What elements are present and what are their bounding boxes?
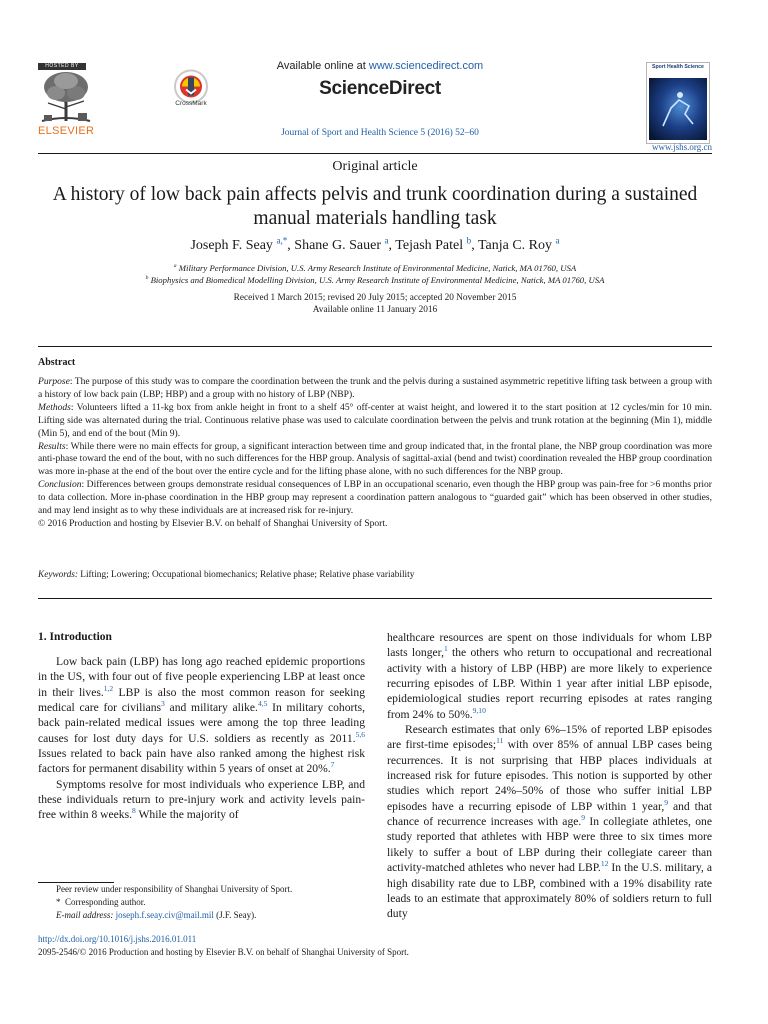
email-link[interactable]: joseph.f.seay.civ@mail.mil xyxy=(115,910,214,920)
citation-marker[interactable]: 1,2 xyxy=(103,683,114,693)
email-suffix: (J.F. Seay). xyxy=(216,910,257,920)
sciencedirect-link[interactable]: www.sciencedirect.com xyxy=(368,60,484,72)
section-heading-introduction: 1. Introduction xyxy=(38,631,112,643)
keywords-label: Keywords: xyxy=(38,570,78,580)
author-affiliation-mark[interactable]: a,* xyxy=(276,235,288,246)
keywords-text: Lifting; Lowering; Occupational biomechanics; Relative phase; Relative phase variability xyxy=(80,570,415,580)
abstract-section-text: Volunteers lifted a 11-kg box from ankle height in front to a shelf 45° off-center at waist height, and lowered it to the start position at 12 cycles/min for 10 min. Lifting side was alternated during the trial. Continuous relative phase was used to calculate coordination between the pelvis and trunk rotation at the beginning (Min 1), middle (Min 5), and end of the bout (Min 9). xyxy=(38,401,712,439)
citation-marker[interactable]: 4,5 xyxy=(257,699,268,709)
affiliation-text: Biophysics and Biomedical Modelling Division, U.S. Army Research Institute of Environmental Medicine, Natick, MA 01760, USA xyxy=(150,275,605,285)
journal-url-link[interactable]: www.jshs.org.cn xyxy=(652,142,712,152)
citation-marker[interactable]: 9,10 xyxy=(472,705,486,715)
body-paragraph: Low back pain (LBP) has long ago reached epidemic proportions in the US, with four out of five people experiencing LBP at least once in their lives.$^{1,2}$ LBP is also the most common reason for seeking medical care for civilians$^3$ and military alike.$^{4,5}$ In military cohorts, back pain-related medical issues were among the top three leading causes for lost duty days for U.S. soldiers as recently as 2011.$^{5,6}$ Issues related to back pain have also ranked among the highest risk factors for permanent disability within 5 years of onset at 20%.$^7$ xyxy=(38,655,365,776)
abstract-bottom-divider xyxy=(38,598,712,599)
peer-review-note: Peer review under responsibility of Shanghai University of Sport. xyxy=(56,884,293,894)
body-paragraph: Research estimates that only 6%–15% of reported LBP episodes are first-time episodes;$^{11}$ with over 85% of annual LBP cases being recurrences. It is not surprising that HBP places individuals at increased risk for future episodes. This notion is supported by other studies which report 24%–50% of those who suffer initial LBP episodes have a recurring episode of LBP within 1 year,$^9$ and that chance of recurrence increases with age.$^9$ In collegiate athletes, one study reported that athletes with HBP were three to six times more likely to suffer a bout of LBP during their collegiate career than activity-matched athletes who never had LBP.$^{12}$ In the U.S. military, a high disability rate due to LBP, combined with a 19% disability rate leads to an estimate that approximately 80% of soldiers return to full duty xyxy=(387,723,712,921)
citation-marker[interactable]: 3 xyxy=(161,699,165,709)
header-divider xyxy=(38,153,712,154)
abstract-copyright: © 2016 Production and hosting by Elsevier B.V. on behalf of Shanghai University of Sport. xyxy=(38,517,388,529)
citation-marker[interactable]: 8 xyxy=(132,806,136,816)
abstract-section-text: Differences between groups demonstrate residual consequences of LBP in an occupational scenario, even though the HBP group was pain-free for >6 months prior to data collection. More in-phase coordination in the HBP group may represent a coordination pattern analogous to “guarded gait” which has been observed in other studies, and may lend insight as to why these individuals are at increased risk for re-injury. xyxy=(38,479,712,517)
body-paragraph: healthcare resources are spent on those individuals for whom LBP lasts longer,$^1$ the others who return to occupational and recreational activity with a history of LBP (HBP) are more likely to experience recurring episodes of LBP. Within 1 year after initial LBP episode, epidemiological studies report recurring episodes at rates ranging from 24% to 50%.$^{9,10}$ xyxy=(387,631,712,721)
abstract-section-label: Results xyxy=(38,440,66,452)
article-type: Original article xyxy=(332,159,418,174)
sciencedirect-wordmark: ScienceDirect xyxy=(319,78,441,99)
footnotes xyxy=(38,883,365,922)
citation-marker[interactable]: 7 xyxy=(330,760,335,770)
author-name: Shane G. Sauer xyxy=(294,238,385,253)
citation-marker[interactable]: 12 xyxy=(600,859,609,869)
abstract-results: Results: While there were no main effects for group, a significant interaction between time and group indicated that, in the frontal plane, the NBP group coordination was more anti-phase toward the end of the bout, with no such differences for the HBP group. Analysis of sagittal-axial (bend and twist) coordination revealed the HBP group coordination was more in-phase at the end of the bout over the entire cycle and for the lifting phase alone, with no such differences for the NBP group. xyxy=(38,440,712,478)
elsevier-wordmark: ELSEVIER xyxy=(38,125,95,137)
abstract-section-text: While there were no main effects for group, a significant interaction between time and group indicated that, in the frontal plane, the NBP group coordination was more anti-phase toward the end of the bout, with no such differences for the HBP group. Analysis of sagittal-axial (bend and twist) coordination revealed the HBP group coordination was more in-phase at the end of the bout over the entire cycle and for the lifting phase alone, with no such differences for the NBP group. xyxy=(38,440,712,478)
abstract-conclusion: Conclusion: Differences between groups demonstrate residual consequences of LBP in an occupational scenario, even though the HBP group was pain-free for >6 months prior to data collection. More in-phase coordination in the HBP group may represent a coordination pattern analogous to “guarded gait” which has been observed in other studies, and may lend insight as to why these individuals are at increased risk for re-injury. xyxy=(38,479,712,517)
abstract-section-label: Purpose xyxy=(38,376,70,387)
crossmark-label: CrossMark xyxy=(175,100,207,107)
abstract-purpose: Purpose: The purpose of this study was to compare the coordination between the trunk and the pelvis during a sustained asymmetric repetitive lifting task between a group with a history of low back pain (LBP; HBP) and a group with no history of LBP (NBP). xyxy=(38,376,713,400)
affiliation-a xyxy=(38,263,712,273)
corresponding-author-note xyxy=(38,896,365,909)
citation-marker[interactable]: 9 xyxy=(581,813,586,823)
author-name: Tanja C. Roy xyxy=(477,238,556,253)
abstract-top-divider xyxy=(38,346,712,347)
corresponding-mark: * xyxy=(56,897,61,907)
available-online-date: Available online 11 January 2016 xyxy=(312,305,438,315)
affiliation-text: Military Performance Division, U.S. Army Research Institute of Environmental Medicine, Natick, MA 01760, USA xyxy=(178,263,577,273)
journal-cover-title: Sport Health Science xyxy=(652,64,704,70)
body-paragraph: Symptoms resolve for most individuals who experience LBP, and these individuals return to pre-injury work and activity levels pain-free within 8 weeks.$^8$ While the majority of xyxy=(38,777,365,822)
author-affiliation-mark[interactable]: a xyxy=(384,235,389,246)
article-title: A history of low back pain affects pelvis and trunk coordination during a sustained manual materials handling task xyxy=(52,184,698,229)
hosted-by-label: HOSTED BY xyxy=(38,63,86,70)
affiliation-mark: b xyxy=(145,275,149,282)
author-name: Joseph F. Seay xyxy=(190,238,277,253)
author-list: Joseph F. Seay $^{a,*}$, Shane G. Sauer $^a$, Tejash Patel $^b$, Tanja C. Roy $^a$ xyxy=(190,235,560,253)
corresponding-text: Corresponding author. xyxy=(65,897,146,907)
journal-reference[interactable]: Journal of Sport and Health Science 5 (2016) 52–60 xyxy=(281,128,479,138)
author-affiliation-mark[interactable]: b xyxy=(466,235,472,246)
abstract-heading: Abstract xyxy=(38,357,76,368)
citation-marker[interactable]: 1 xyxy=(443,644,448,654)
abstract-section-text: The purpose of this study was to compare the coordination between the trunk and the pelvis during a sustained asymmetric repetitive lifting task between a group with a history of low back pain (LBP; HBP) and a group with no history of LBP (NBP). xyxy=(38,376,713,400)
available-online-line xyxy=(230,60,530,72)
affiliation-mark: a xyxy=(173,263,177,270)
abstract-methods: Methods: Volunteers lifted a 11-kg box from ankle height in front to a shelf 45° off-center at waist height, and lowered it to the start position at 12 cycles/min for 10 min. Lifting side was alternated during the trial. Continuous relative phase was used to calculate coordination between the pelvis and trunk rotation at the beginning (Min 1), middle (Min 5), and end of the bout (Min 9). xyxy=(38,401,712,439)
available-online-prefix: Available online at xyxy=(276,60,369,72)
abstract-body xyxy=(38,376,712,531)
citation-marker[interactable]: 9 xyxy=(664,797,669,807)
keywords-line xyxy=(38,570,712,580)
abstract-section-label: Methods xyxy=(38,401,71,413)
citation-marker[interactable]: 11 xyxy=(496,736,504,746)
body-column-right xyxy=(387,630,712,922)
email-label: E-mail address: xyxy=(56,910,114,920)
email-note xyxy=(38,909,365,922)
affiliation-b xyxy=(38,275,712,285)
abstract-section-label: Conclusion xyxy=(38,479,82,491)
author-affiliation-mark[interactable]: a xyxy=(555,235,560,246)
author-name: Tejash Patel xyxy=(395,238,467,253)
article-history-dates: Received 1 March 2015; revised 20 July 2015; accepted 20 November 2015 xyxy=(233,293,517,303)
doi-link[interactable]: http://dx.doi.org/10.1016/j.jshs.2016.01.011 xyxy=(38,934,197,944)
body-column-left xyxy=(38,630,365,823)
citation-marker[interactable]: 5,6 xyxy=(355,729,365,739)
issn-copyright: 2095-2546/© 2016 Production and hosting by Elsevier B.V. on behalf of Shanghai University of Sport. xyxy=(38,947,409,957)
journal-cover-image xyxy=(649,78,707,140)
